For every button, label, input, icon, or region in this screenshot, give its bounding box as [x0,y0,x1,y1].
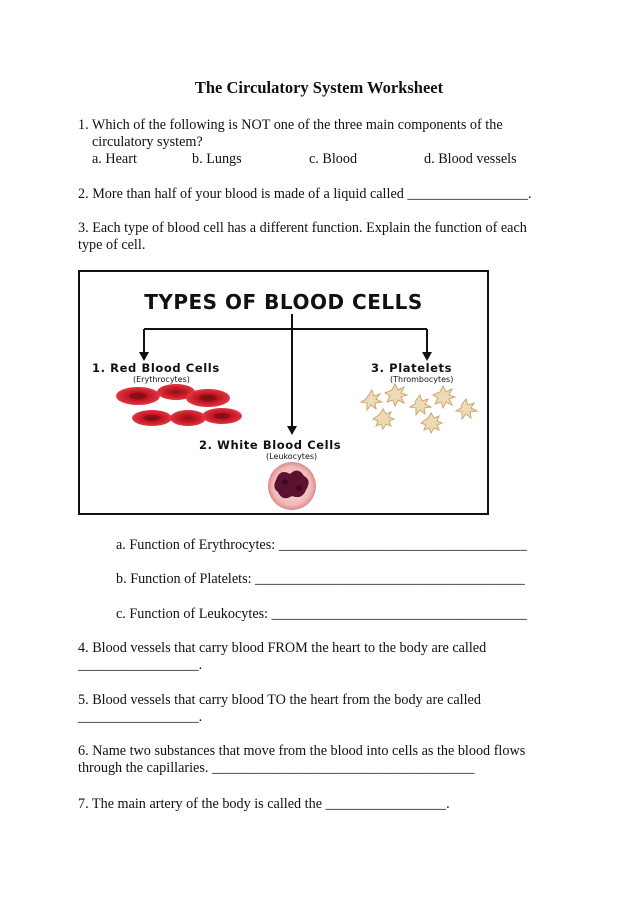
platelets-illustration [361,384,477,433]
question-6-text-cont: through the capillaries. _____________________________________ [78,760,475,776]
question-3-text-cont: type of cell. [78,237,146,253]
question-5-blank: _________________. [78,709,203,725]
question-7-text: 7. The main artery of the body is called the _________________. [78,796,450,812]
worksheet-title: The Circulatory System Worksheet [194,78,444,97]
red-blood-cells-illustration [116,384,242,426]
question-3-text: 3. Each type of blood cell has a different function. Explain the function of each [78,220,527,236]
question-1-option-c: c. Blood [309,151,358,167]
question-1-text: 1. Which of the following is NOT one of the three main components of the [78,117,503,133]
blood-cells-figure [78,270,489,515]
question-3a-text: a. Function of Erythrocytes: ___________________________________ [116,537,528,553]
question-1-option-a: a. Heart [92,151,137,167]
figure-title: TYPES OF BLOOD CELLS [144,290,423,314]
question-2-text: 2. More than half of your blood is made of a liquid called _________________. [78,186,532,202]
question-4-text: 4. Blood vessels that carry blood FROM the heart to the body are called [78,640,487,656]
question-1-option-d: d. Blood vessels [424,151,517,167]
white-blood-cells-sublabel: (Leukocytes) [266,452,318,461]
question-3b-text: b. Function of Platelets: ______________________________________ [116,571,525,587]
red-blood-cells-sublabel: (Erythrocytes) [133,375,190,384]
question-3c-text: c. Function of Leukocytes: ____________________________________ [116,606,528,622]
question-5-text: 5. Blood vessels that carry blood TO the heart from the body are called [78,692,481,708]
white-blood-cell-illustration [268,462,316,510]
question-1-option-b: b. Lungs [192,151,242,167]
question-1-text-cont: circulatory system? [92,134,203,150]
platelets-label: 3. Platelets [371,361,453,375]
question-6-text: 6. Name two substances that move from the blood into cells as the blood flows [78,743,526,759]
red-blood-cells-label: 1. Red Blood Cells [92,361,220,375]
platelets-sublabel: (Thrombocytes) [390,375,454,384]
white-blood-cells-label: 2. White Blood Cells [199,438,342,452]
question-4-blank: _________________. [78,657,203,673]
